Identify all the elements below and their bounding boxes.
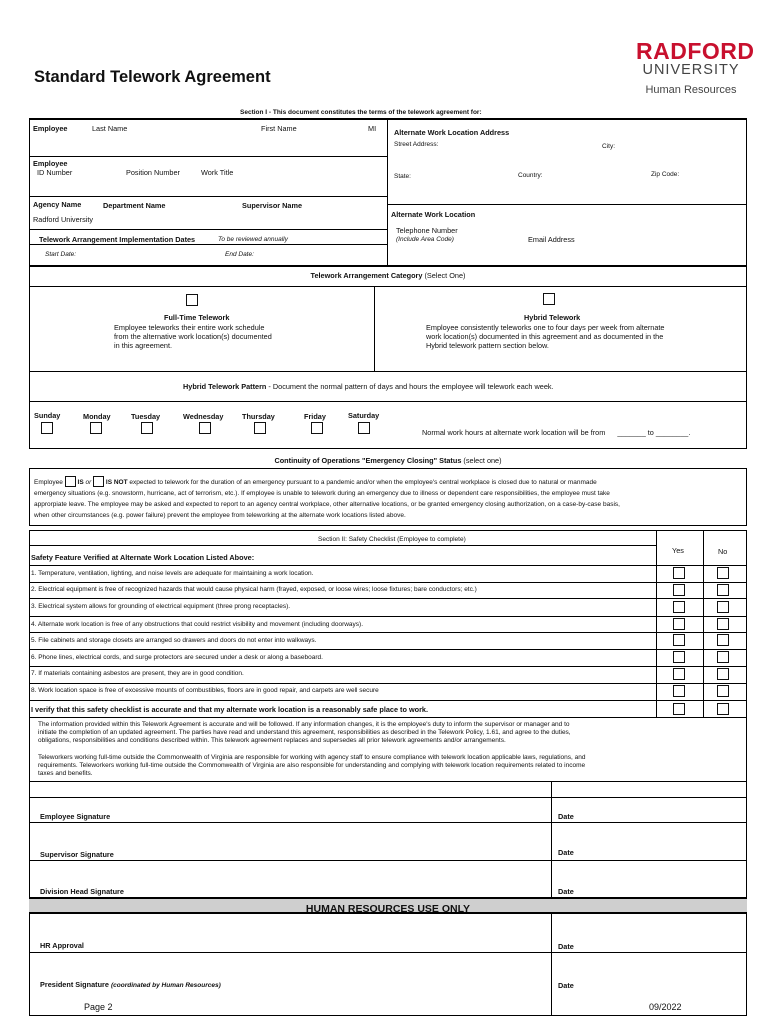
continuity-line-1: [34, 476, 597, 487]
continuity-title: Continuity of Operations "Emergency Closing" Status: [274, 456, 462, 465]
continuity-select-one: (select one): [463, 456, 502, 465]
label-state: State:: [394, 173, 411, 180]
fulltime-desc-line: in this agreement.: [114, 341, 173, 351]
category-title: Telework Arrangement Category: [310, 271, 423, 280]
safety-yes-checkbox[interactable]: [673, 651, 685, 663]
hybrid-title: Hybrid Telework: [524, 313, 581, 322]
safety-yes-checkbox[interactable]: [673, 601, 685, 613]
hybrid-desc-line: work location(s) documented in this agreement and as documented in the: [426, 332, 664, 342]
label-email: Email Address: [528, 235, 575, 244]
safety-no-checkbox[interactable]: [717, 584, 729, 596]
label-end-date: End Date:: [225, 251, 254, 258]
label-employee-id: [33, 159, 72, 177]
hr-use-only-bar: [29, 897, 747, 914]
supervisor-date-label: Date: [558, 848, 574, 857]
wednesday-checkbox[interactable]: [199, 422, 211, 434]
hr-approval-label: HR Approval: [40, 941, 84, 950]
statement-line: Teleworkers working full-time outside the Commonwealth of Virginia are responsible for working with agency staff to ensure compliance with telework location applicable laws, regulations, and: [38, 754, 586, 761]
safety-no-checkbox[interactable]: [717, 618, 729, 630]
logo-university-text: UNIVERSITY: [642, 62, 740, 78]
safety-yes-checkbox[interactable]: [673, 668, 685, 680]
division-date-label: Date: [558, 887, 574, 896]
continuity-line-4: when other circumstances (e.g. power failure) prevent the employee from teleworking at the alternate work locations listed above.: [34, 512, 406, 519]
day-tuesday: Tuesday: [131, 412, 161, 421]
hours-blanks[interactable]: _______ to ________.: [617, 428, 691, 437]
hr-approval-date-label: Date: [558, 942, 574, 951]
label-city: City:: [602, 143, 615, 150]
hours-row: [422, 428, 690, 437]
label-impl-dates: Telework Arrangement Implementation Dates: [39, 235, 196, 244]
supervisor-signature-label: Supervisor Signature: [40, 850, 114, 859]
label-employee-id-line1: Employee: [33, 159, 68, 168]
president-date-label: Date: [558, 981, 574, 990]
fulltime-checkbox[interactable]: [186, 294, 198, 306]
logo-radford-text: RADFORD: [636, 38, 755, 64]
statement-line: obligations, responsibilities and conditions described within. This telework agreement replaces and supersedes all prior telework agreements and/or arrangements.: [38, 737, 506, 745]
safety-item: 4. Alternate work location is free of any obstructions that could restrict visibility and movement (including doorways).: [31, 621, 364, 628]
thursday-checkbox[interactable]: [254, 422, 266, 434]
hybrid-desc-line: Employee consistently teleworks one to four days per week from alternate: [426, 323, 665, 332]
continuity-is-not: IS NOT: [105, 479, 128, 486]
logo-department-text: Human Resources: [645, 84, 737, 96]
monday-checkbox[interactable]: [90, 422, 102, 434]
sunday-checkbox[interactable]: [41, 422, 53, 434]
continuity-employee: Employee: [34, 479, 63, 486]
safety-item: 1. Temperature, ventilation, lighting, and noise levels are adequate for maintaining a work location.: [31, 570, 314, 577]
hybrid-desc: [426, 323, 664, 350]
statement-para-1: [38, 721, 571, 745]
pattern-title: Hybrid Telework Pattern: [183, 382, 267, 391]
section2-no-header: No: [718, 547, 728, 556]
safety-no-checkbox[interactable]: [717, 634, 729, 646]
day-thursday: Thursday: [242, 412, 275, 421]
label-agency-name: Agency Name: [33, 200, 82, 209]
label-zip: Zip Code:: [651, 171, 680, 178]
section2-title: Section II: Safety Checklist (Employee to complete): [318, 536, 466, 543]
fulltime-desc: [114, 323, 272, 350]
safety-no-checkbox[interactable]: [717, 601, 729, 613]
safety-item: 5. File cabinets and storage closets are arranged so drawers and doors do not enter into walkways.: [31, 637, 317, 644]
day-monday: Monday: [83, 412, 111, 421]
continuity-line-3: approrpiate leave. The employee may be asked and expected to report to an agency central workplace, other alternative locations, or be granted emergency closing authorization, on a case-by-case basis,: [34, 501, 620, 508]
safety-item: 6. Phone lines, electrical cords, and surge protectors are secured under a desk or along a baseboard.: [31, 654, 323, 661]
day-friday: Friday: [304, 412, 326, 421]
safety-item: 7. If materials containing asbestos are present, they are in good condition.: [31, 670, 244, 677]
safety-no-checkbox[interactable]: [717, 685, 729, 697]
safety-item: 3. Electrical system allows for grounding of electrical equipment (three prong receptacles).: [31, 603, 291, 610]
statement-para-2: [38, 754, 585, 778]
statement-line: taxes and benefits.: [38, 770, 93, 778]
safety-no-checkbox[interactable]: [717, 651, 729, 663]
safety-yes-checkbox[interactable]: [673, 584, 685, 596]
verify-yes-checkbox[interactable]: [673, 703, 685, 715]
safety-item: 2. Electrical equipment is free of recognized hazards that would cause physical harm (frayed, exposed, or loose wires; loose fixtures; bare conductors; etc.): [31, 586, 477, 593]
friday-checkbox[interactable]: [311, 422, 323, 434]
safety-yes-checkbox[interactable]: [673, 634, 685, 646]
category-select-one: (Select One): [424, 271, 466, 280]
safety-no-checkbox[interactable]: [717, 668, 729, 680]
label-area-code: (Include Area Code): [396, 236, 454, 243]
section2-verified: Safety Feature Verified at Alternate Work Location Listed Above:: [31, 553, 255, 562]
hr-use-only-label: HUMAN RESOURCES USE ONLY: [305, 903, 471, 915]
safety-yes-checkbox[interactable]: [673, 685, 685, 697]
day-wednesday: Wednesday: [183, 412, 224, 421]
radford-logo: [636, 38, 755, 96]
division-signature-label: Division Head Signature: [40, 887, 124, 896]
label-last-name: Last Name: [92, 124, 128, 133]
page-number: Page 2: [84, 1002, 113, 1012]
label-alt-work-location: Alternate Work Location: [391, 210, 476, 219]
agency-value: Radford University: [33, 215, 94, 224]
fulltime-title: Full-Time Telework: [164, 313, 230, 322]
tuesday-checkbox[interactable]: [141, 422, 153, 434]
label-reviewed: To be reviewed annually: [218, 236, 288, 243]
pattern-desc: - Document the normal pattern of days and hours the employee will telework each week.: [266, 382, 554, 391]
hours-text: Normal work hours at alternate work location will be from: [422, 428, 606, 437]
statement-line: initiate the completion of an updated agreement. The parties have read and understand this agreement, responsibilities as described in the Telework Policy, 1.61, and agree to the duties,: [38, 729, 571, 737]
label-employee-id-line2: ID Number: [37, 168, 73, 178]
statement-line: The information provided within this Telework Agreement is accurate and will be followed. If any information changes, it is the employee's duty to inform the supervisor or manager and to: [38, 721, 570, 728]
continuity-title-row: [29, 456, 747, 465]
label-employee: Employee: [33, 124, 68, 133]
section1-title: Section I - This document constitutes the terms of the telework agreement for:: [240, 109, 482, 116]
fulltime-desc-line: Employee teleworks their entire work schedule: [114, 323, 265, 332]
label-first-name: First Name: [261, 124, 297, 133]
fulltime-desc-line: from the alternative work location(s) documented: [114, 332, 272, 342]
president-signature-row: [40, 980, 221, 990]
label-country: Country:: [518, 172, 543, 179]
president-signature-label: President Signature: [40, 980, 109, 989]
is-not-checkbox[interactable]: [93, 476, 104, 487]
label-telephone: Telephone Number: [396, 226, 458, 235]
hybrid-checkbox[interactable]: [543, 293, 555, 305]
continuity-or: or: [85, 479, 92, 486]
continuity-is: IS: [77, 479, 84, 486]
label-street-address: Street Address:: [394, 141, 439, 148]
form-date: 09/2022: [649, 1002, 682, 1012]
employee-date-label: Date: [558, 812, 574, 821]
label-work-title: Work Title: [201, 168, 234, 177]
verify-no-checkbox[interactable]: [717, 703, 729, 715]
category-title-row: [29, 271, 747, 280]
hybrid-desc-line: Hybrid telework pattern section below.: [426, 341, 549, 351]
statement-line: requirements. Teleworkers working full-time outside the Commonwealth of Virginia are also responsible for understanding and complying with telework location requirements related to income: [38, 762, 586, 770]
page-title: Standard Telework Agreement: [34, 68, 271, 86]
pattern-title-row: [183, 382, 554, 391]
employee-signature-label: Employee Signature: [40, 812, 111, 821]
safety-verify: I verify that this safety checklist is accurate and that my alternate work location is a reasonably safe place to work.: [31, 705, 429, 714]
safety-no-checkbox[interactable]: [717, 567, 729, 579]
safety-yes-checkbox[interactable]: [673, 618, 685, 630]
label-start-date: Start Date:: [45, 251, 77, 258]
day-sunday: Sunday: [34, 411, 61, 420]
section2-yes-header: Yes: [672, 546, 684, 555]
label-position-number: Position Number: [126, 168, 180, 177]
category-frame: [29, 266, 747, 449]
label-alt-address: Alternate Work Location Address: [394, 128, 510, 137]
day-saturday: Saturday: [348, 411, 380, 420]
continuity-text: expected to telework for the duration of an emergency pursuant to a pandemic and/or when the employee's central workplace is closed due to natural or manmade: [129, 479, 597, 486]
saturday-checkbox[interactable]: [358, 422, 370, 434]
label-mi: MI: [368, 124, 377, 133]
label-department-name: Department Name: [103, 201, 166, 210]
label-supervisor-name: Supervisor Name: [242, 201, 303, 210]
is-checkbox[interactable]: [65, 476, 76, 487]
continuity-line-2: emergency situations (e.g. snowstorm, hurricane, act of terrorism, etc.). If employee is unable to telework during an emergency due to illness or dependent care responsibilities, the employee must take: [34, 490, 610, 497]
safety-yes-checkbox[interactable]: [673, 567, 685, 579]
safety-item: 8. Work location space is free of excessive mounts of combustibles, floors are in good repair, and carpets are well secure: [31, 687, 379, 694]
president-signature-note: (coordinated by Human Resources): [110, 982, 221, 989]
